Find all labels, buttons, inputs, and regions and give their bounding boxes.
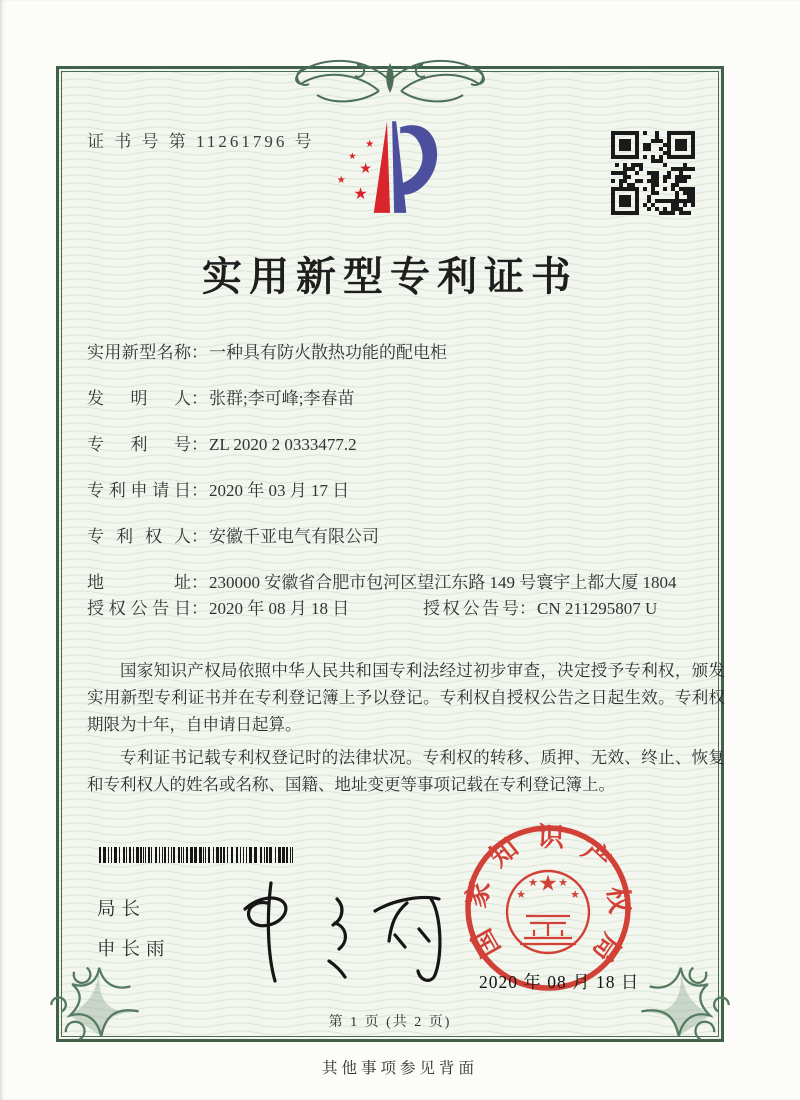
seal-date: 2020 年 08 月 18 日 (479, 972, 640, 992)
certificate-title: 实用新型专利证书 (202, 254, 578, 299)
field-label: 发明人 (87, 389, 191, 408)
field-value: ZL 2020 2 0333477.2 (209, 435, 357, 454)
field-row-patent-no: 专利号 ： ZL 2020 2 0333477.2 (87, 433, 697, 457)
svg-text:★: ★ (336, 174, 346, 186)
field-row-inventor: 发明人 ： 张群;李可峰;李春苗 (87, 387, 697, 411)
svg-text:★: ★ (348, 151, 357, 163)
field-row-grant: 授权公告日 ： 2020 年 08 月 18 日 授权公告号 ： CN 211295807 U (87, 597, 697, 621)
commissioner-name: 申长雨 (97, 940, 171, 960)
field-label: 专利号 (87, 435, 191, 454)
field-list (87, 341, 697, 643)
field-value: 安徽千亚电气有限公司 (209, 527, 379, 546)
svg-text:国家知识产权局 (461, 822, 635, 968)
logo-blue-bowl (395, 125, 437, 195)
field-label: 授权公告日 (87, 599, 191, 618)
commissioner-title: 局长 (97, 900, 147, 920)
svg-text:★: ★ (359, 161, 373, 178)
field-label: 专利申请日 (87, 481, 191, 500)
page-number: 第 1 页 (共 2 页) (328, 1015, 452, 1030)
seal-emblem (507, 871, 589, 953)
field-value: 2020 年 03 月 17 日 (209, 481, 350, 500)
svg-text:★: ★ (528, 875, 538, 889)
field-label: 授权公告号 (423, 599, 519, 618)
seal-text: 国家知识产权局 (461, 821, 635, 968)
grant-date: 2020 年 08 月 18 日 (209, 599, 350, 618)
field-row-name: 实用新型名称 ： 一种具有防火散热功能的配电柜 (87, 341, 697, 365)
svg-text:★: ★ (538, 871, 558, 897)
field-row-address: 地址 ： 230000 安徽省合肥市包河区望江东路 149 号寰宇上都大厦 1804 (87, 571, 697, 595)
field-label: 地址 (87, 573, 191, 592)
certificate-sheet (56, 66, 724, 1042)
barcode (99, 847, 295, 863)
qr-code (611, 131, 695, 215)
svg-text:★: ★ (516, 887, 526, 901)
logo-stars (337, 139, 375, 203)
footer-note: 其他事项参见背面 (321, 1060, 478, 1077)
logo-blue-stem (392, 121, 406, 213)
field-value: 一种具有防火散热功能的配电柜 (209, 343, 447, 362)
field-value: 230000 安徽省合肥市包河区望江东路 149 号寰宇上都大厦 1804 (209, 573, 677, 592)
field-value: 张群;李可峰;李春苗 (209, 389, 355, 408)
svg-text:★: ★ (570, 887, 580, 901)
svg-text:★: ★ (353, 184, 368, 204)
legal-text (87, 657, 725, 804)
logo-red-wedge (374, 121, 390, 213)
cnipa-logo-icon (331, 115, 443, 217)
legal-paragraph-2: 专利证书记载专利权登记时的法律状况。专利权的转移、质押、无效、终止、恢复和专利权人的姓名或名称、国籍、地址变更等事项记载在专利登记簿上。 (87, 748, 725, 794)
field-row-patentee: 专利权人 ： 安徽千亚电气有限公司 (87, 525, 697, 549)
grant-number: CN 211295807 U (537, 599, 658, 618)
field-label: 专利权人 (87, 527, 191, 546)
field-row-filing-date: 专利申请日 ： 2020 年 03 月 17 日 (87, 479, 697, 503)
svg-text:★: ★ (558, 875, 568, 889)
svg-text:★: ★ (365, 139, 375, 151)
certificate-number: 证 书 号 第 11261796 号 (87, 132, 315, 151)
legal-paragraph-1: 国家知识产权局依照中华人民共和国专利法经过初步审查，决定授予专利权，颁发实用新型专利证书并在专利登记簿上予以登记。专利权自授权公告之日起生效。专利权期限为十年，自申请日起算。 (87, 661, 725, 734)
field-label: 实用新型名称 (87, 343, 191, 362)
